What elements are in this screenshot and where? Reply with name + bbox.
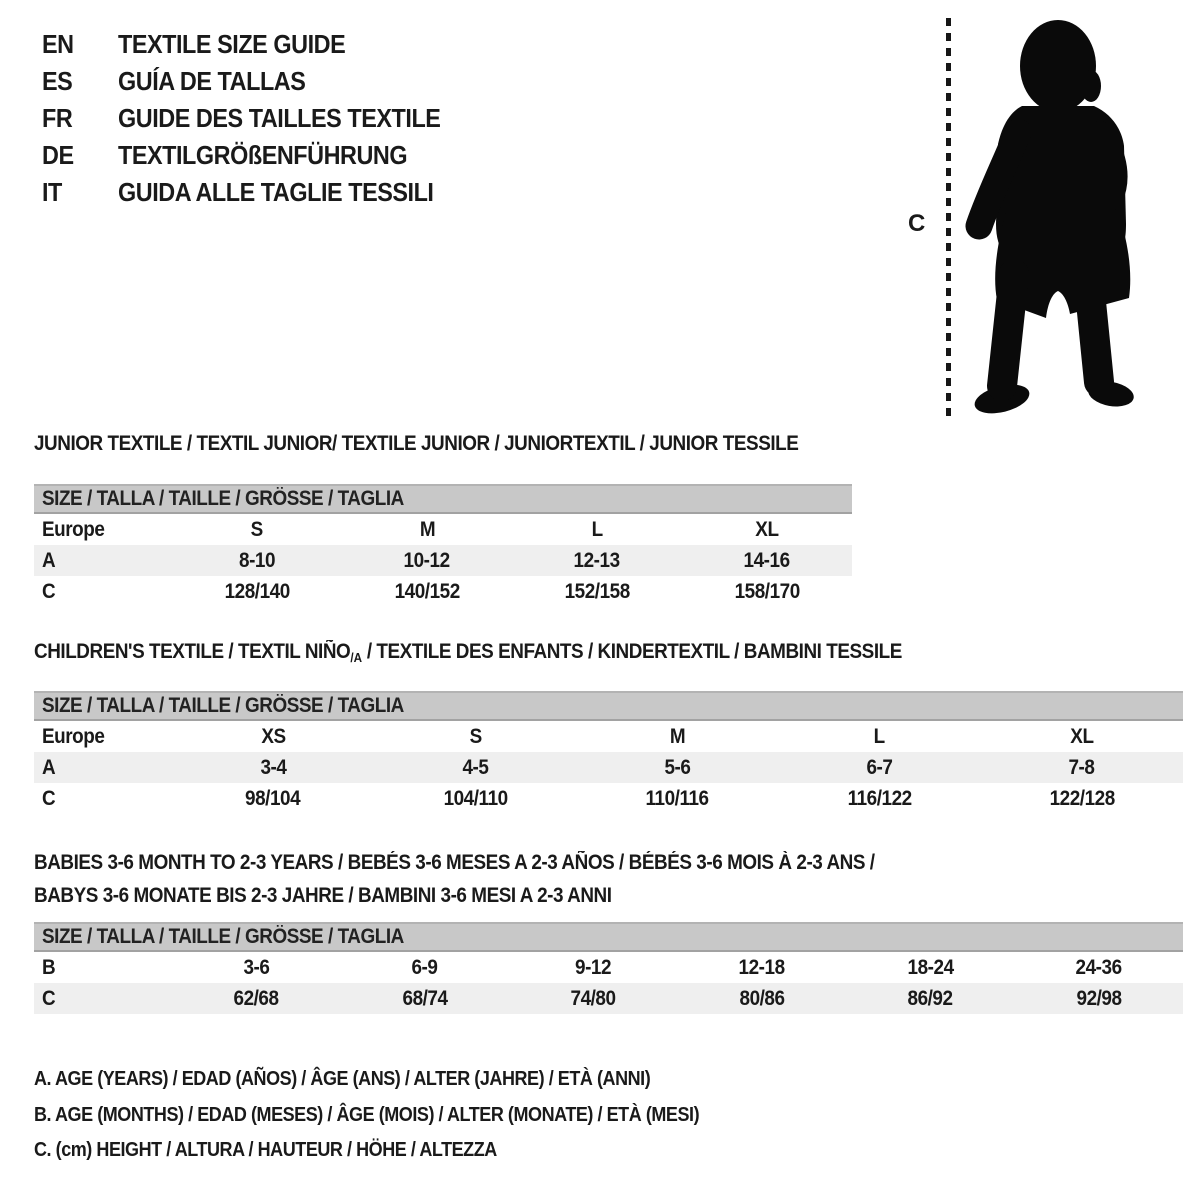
- table-row: [34, 576, 852, 607]
- value-cell: 3-4: [260, 755, 287, 779]
- table-row: [34, 545, 852, 576]
- value-cell: 80/86: [739, 986, 785, 1010]
- language-label: TEXTILE SIZE GUIDE: [118, 29, 346, 59]
- language-row: [42, 63, 476, 100]
- value-cell: 116/122: [847, 786, 912, 810]
- title-subscript: /A: [350, 650, 363, 665]
- footnotes: [34, 1062, 773, 1169]
- silhouette-ear: [1081, 70, 1101, 102]
- value-cell: 24-36: [1075, 955, 1122, 979]
- footnote-a: A. AGE (YEARS) / EDAD (AÑOS) / ÂGE (ANS) / ALTER (JAHRE) / ETÀ (ANNI): [34, 1068, 651, 1091]
- value-cell: 14-16: [743, 548, 791, 572]
- value-cell: 104/110: [443, 786, 508, 810]
- row-label-cell: A: [42, 548, 56, 572]
- junior-section-title: JUNIOR TEXTILE / TEXTIL JUNIOR/ TEXTILE JUNIOR / JUNIORTEXTIL / JUNIOR TESSILE: [34, 432, 799, 455]
- table-row: [34, 952, 1183, 983]
- row-label-cell: C: [42, 579, 56, 603]
- children-size-table: [34, 721, 1183, 814]
- row-label-cell: C: [42, 786, 56, 810]
- value-cell: 122/128: [1049, 786, 1115, 810]
- value-cell: 8-10: [238, 548, 276, 572]
- language-label: GUIDA ALLE TAGLIE TESSILI: [118, 177, 434, 207]
- row-label-cell: A: [42, 755, 56, 779]
- language-label: TEXTILGRÖßENFÜHRUNG: [118, 140, 408, 170]
- value-cell: 3-6: [243, 955, 270, 979]
- value-cell: 86/92: [907, 986, 953, 1010]
- height-marker-label: C: [908, 210, 926, 237]
- children-section-title: CHILDREN'S TEXTILE / TEXTIL $NIÑO_{/A}$ / TEXTILE DES ENFANTS / KINDERTEXTIL / BAMBINI TESSILE: [34, 640, 902, 665]
- babies-size-bar: SIZE / TALLA / TAILLE / GRÖSSE / TAGLIA: [34, 922, 1183, 952]
- language-row: [42, 137, 476, 174]
- column-header-cell: L: [874, 724, 886, 748]
- column-header-cell: XL: [1070, 724, 1094, 748]
- column-header-cell: M: [669, 724, 686, 748]
- column-header-cell: S: [250, 517, 264, 541]
- value-cell: 7-8: [1068, 755, 1095, 779]
- value-cell: 68/74: [402, 986, 448, 1010]
- language-code: FR: [42, 103, 73, 133]
- language-code: IT: [42, 177, 62, 207]
- column-header-cell: XL: [755, 517, 779, 541]
- column-header-cell: L: [591, 517, 603, 541]
- table-row: [34, 783, 1183, 814]
- toddler-silhouette: [962, 14, 1140, 418]
- value-cell: 9-12: [575, 955, 612, 979]
- value-cell: 6-7: [866, 755, 893, 779]
- value-cell: 62/68: [233, 986, 279, 1010]
- column-header-cell: S: [469, 724, 482, 748]
- value-cell: 12-18: [738, 955, 785, 979]
- region-header-cell: Europe: [42, 724, 105, 748]
- value-cell: 158/170: [734, 579, 800, 603]
- babies-section-title: BABIES 3-6 MONTH TO 2-3 YEARS / BEBÉS 3-6 MESES A 2-3 AÑOS / BÉBÉS 3-6 MOIS À 2-3 ANS / BABYS 3-6 MONATE BIS 2-3 JAHRE / BAMBINI 3-6 MESI A 2-3 ANNI: [34, 850, 875, 907]
- silhouette-right-leg: [1088, 272, 1099, 382]
- row-label-cell: C: [42, 986, 56, 1010]
- value-cell: 98/104: [245, 786, 301, 810]
- junior-size-bar: SIZE / TALLA / TAILLE / GRÖSSE / TAGLIA: [34, 484, 852, 514]
- row-label-cell: B: [42, 955, 56, 979]
- value-cell: 110/116: [645, 786, 710, 810]
- table-row: [34, 983, 1183, 1014]
- value-cell: 92/98: [1076, 986, 1122, 1010]
- value-cell: 18-24: [907, 955, 954, 979]
- column-header-cell: XS: [260, 724, 286, 748]
- table-row: [34, 752, 1183, 783]
- value-cell: 6-9: [411, 955, 438, 979]
- value-cell: 5-6: [664, 755, 691, 779]
- value-cell: 12-13: [573, 548, 621, 572]
- value-cell: 128/140: [224, 579, 290, 603]
- language-label: GUÍA DE TALLAS: [118, 66, 306, 96]
- value-cell: 4-5: [462, 755, 489, 779]
- height-measure-line: [946, 18, 951, 416]
- babies-size-table: [34, 952, 1183, 1014]
- language-code: EN: [42, 29, 74, 59]
- column-header-cell: M: [419, 517, 435, 541]
- language-code: ES: [42, 66, 73, 96]
- table-header-row: [34, 721, 1183, 752]
- silhouette-left-leg: [1002, 274, 1014, 386]
- language-list: [42, 26, 476, 211]
- language-row: [42, 100, 476, 137]
- footnote-c: C. (cm) HEIGHT / ALTURA / HAUTEUR / HÖHE / ALTEZZA: [34, 1139, 497, 1162]
- language-label: GUIDE DES TAILLES TEXTILE: [118, 103, 441, 133]
- silhouette-right-arm: [1100, 134, 1115, 198]
- language-code: DE: [42, 140, 74, 170]
- children-size-bar: SIZE / TALLA / TAILLE / GRÖSSE / TAGLIA: [34, 691, 1183, 721]
- value-cell: 140/152: [394, 579, 460, 603]
- value-cell: 74/80: [570, 986, 616, 1010]
- footnote-b: B. AGE (MONTHS) / EDAD (MESES) / ÂGE (MOIS) / ALTER (MONATE) / ETÀ (MESI): [34, 1103, 700, 1126]
- table-header-row: [34, 514, 852, 545]
- region-header-cell: Europe: [42, 517, 105, 541]
- language-row: [42, 174, 476, 211]
- value-cell: 152/158: [564, 579, 630, 603]
- junior-size-table: [34, 514, 852, 607]
- language-row: [42, 26, 476, 63]
- value-cell: 10-12: [403, 548, 451, 572]
